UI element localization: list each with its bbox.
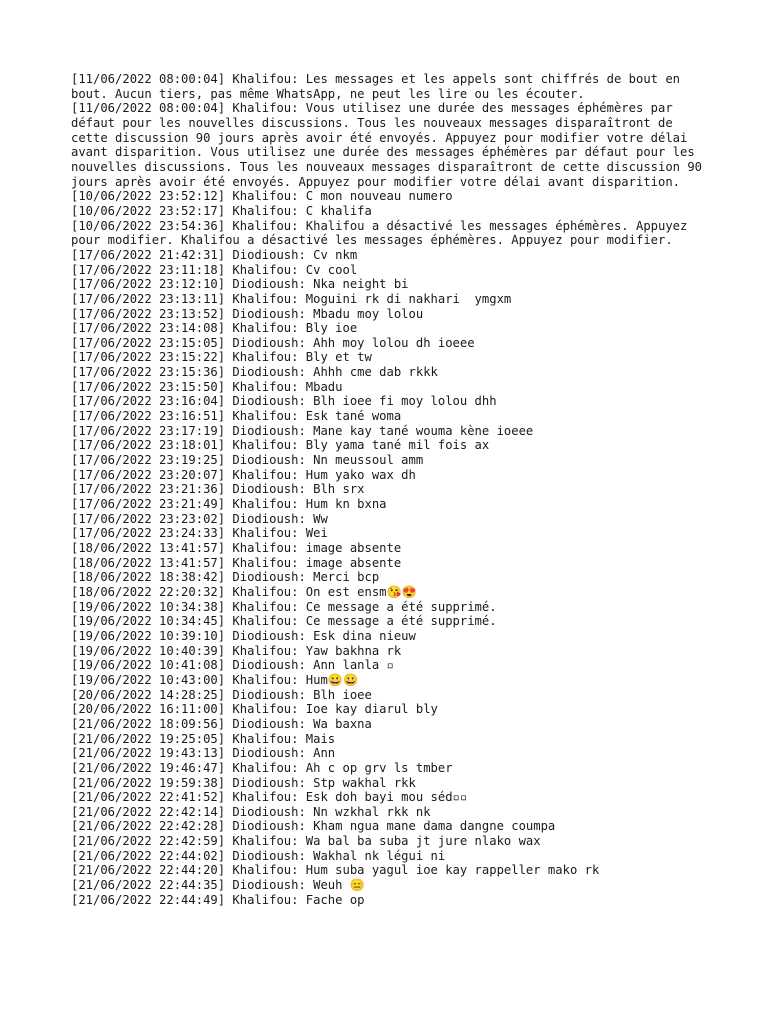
chat-transcript xyxy=(71,72,711,907)
message-line: [17/06/2022 23:11:18] Khalifou: Cv cool xyxy=(71,262,358,277)
message-line: [17/06/2022 23:14:08] Khalifou: Bly ioe xyxy=(71,321,358,336)
message-line: [10/06/2022 23:52:12] Khalifou: C mon nouveau numero xyxy=(71,189,453,204)
message-line: [17/06/2022 23:12:10] Diodioush: Nka neight bi xyxy=(71,277,409,292)
message-line: [17/06/2022 23:15:05] Diodioush: Ahh moy lolou dh ioeee xyxy=(71,335,475,350)
message-line: [17/06/2022 23:17:19] Diodioush: Mane kay tané wouma kène ioeee xyxy=(71,423,534,438)
message-line: [21/06/2022 19:43:13] Diodioush: Ann xyxy=(71,746,336,761)
message-line: [21/06/2022 22:42:14] Diodioush: Nn wzkhal rkk nk xyxy=(71,804,431,819)
message-line: [17/06/2022 23:24:33] Khalifou: Wei xyxy=(71,526,328,541)
message-line: [17/06/2022 23:18:01] Khalifou: Bly yama tané mil fois ax xyxy=(71,438,490,453)
message-line: [17/06/2022 23:13:11] Khalifou: Moguini rk di nakhari ymgxm xyxy=(71,291,512,306)
message-line: [17/06/2022 23:15:50] Khalifou: Mbadu xyxy=(71,379,343,394)
message-line: [21/06/2022 19:59:38] Diodioush: Stp wakhal rkk xyxy=(71,775,416,790)
message-line: [21/06/2022 22:44:02] Diodioush: Wakhal nk légui ni xyxy=(71,848,446,863)
message-line: [19/06/2022 10:34:38] Khalifou: Ce message a été supprimé. xyxy=(71,599,497,614)
message-line: [19/06/2022 10:34:45] Khalifou: Ce message a été supprimé. xyxy=(71,614,497,629)
message-line: [17/06/2022 23:13:52] Diodioush: Mbadu moy lolou xyxy=(71,306,424,321)
message-line: [17/06/2022 23:16:51] Khalifou: Esk tané woma xyxy=(71,409,402,424)
message-line: [17/06/2022 23:21:36] Diodioush: Blh srx xyxy=(71,482,365,497)
message-line: [20/06/2022 14:28:25] Diodioush: Blh ioee xyxy=(71,687,372,702)
message-line: [10/06/2022 23:54:36] Khalifou: Khalifou a désactivé les messages éphémères. Appuyez pour modifier. Khalifou a désactivé les messages éphémères. Appuyez pour modifier. xyxy=(71,218,695,248)
message-line: [17/06/2022 23:16:04] Diodioush: Blh ioee fi moy lolou dhh xyxy=(71,394,497,409)
message-line: [19/06/2022 10:39:10] Diodioush: Esk dina nieuw xyxy=(71,628,416,643)
message-line: [21/06/2022 22:44:49] Khalifou: Fache op xyxy=(71,892,365,907)
message-line: [11/06/2022 08:00:04] Khalifou: Vous utilisez une durée des messages éphémères par défaut pour les nouvelles discussions. Tous les nouveaux messages disparaîtront de cette discussion 90 jours après avoir été envoyés. Appuyez pour modifier votre délai avant disparition. Vous utilisez une durée des messages éphémères par défaut pour les nouvelles discussions. Tous les nouveaux messages disparaîtront de cette discussion 90 jours après avoir été envoyés. Appuyez pour modifier votre délai avant disparition. xyxy=(71,101,710,189)
message-line: [19/06/2022 10:41:08] Diodioush: Ann lanla ▫ xyxy=(71,658,394,673)
message-line: [21/06/2022 22:44:35] Diodioush: Weuh 😑 xyxy=(71,878,365,893)
message-line: [19/06/2022 10:40:39] Khalifou: Yaw bakhna rk xyxy=(71,643,402,658)
message-line: [21/06/2022 22:41:52] Khalifou: Esk doh bayi mou séd▫▫ xyxy=(71,790,468,805)
message-line: [18/06/2022 13:41:57] Khalifou: image absente xyxy=(71,541,402,555)
message-line: [21/06/2022 19:25:05] Khalifou: Mais xyxy=(71,731,336,746)
message-line: [21/06/2022 22:42:28] Diodioush: Kham ngua mane dama dangne coumpa xyxy=(71,819,556,834)
message-line: [17/06/2022 23:19:25] Diodioush: Nn meussoul amm xyxy=(71,453,424,468)
message-line: [21/06/2022 18:09:56] Diodioush: Wa baxna xyxy=(71,716,372,731)
message-line: [20/06/2022 16:11:00] Khalifou: Ioe kay diarul bly xyxy=(71,702,438,717)
message-line: [17/06/2022 21:42:31] Diodioush: Cv nkm xyxy=(71,247,358,262)
message-line: [17/06/2022 23:20:07] Khalifou: Hum yako wax dh xyxy=(71,467,416,482)
message-line: [18/06/2022 13:41:57] Khalifou: image absente xyxy=(71,555,402,570)
message-line: [17/06/2022 23:23:02] Diodioush: Ww xyxy=(71,511,328,526)
message-line: [17/06/2022 23:15:36] Diodioush: Ahhh cme dab rkkk xyxy=(71,365,438,380)
message-line: [10/06/2022 23:52:17] Khalifou: C khalifa xyxy=(71,203,372,218)
message-line: [21/06/2022 22:44:20] Khalifou: Hum suba yagul ioe kay rappeller mako rk xyxy=(71,863,600,878)
message-line: [11/06/2022 08:00:04] Khalifou: Les messages et les appels sont chiffrés de bout en bout. Aucun tiers, pas même WhatsApp, ne peut les lire ou les écouter. xyxy=(71,72,688,101)
message-line: [17/06/2022 23:21:49] Khalifou: Hum kn bxna xyxy=(71,497,387,512)
message-line: [17/06/2022 23:15:22] Khalifou: Bly et tw xyxy=(71,350,372,365)
message-line: [21/06/2022 19:46:47] Khalifou: Ah c op grv ls tmber xyxy=(71,760,453,775)
message-line: [21/06/2022 22:42:59] Khalifou: Wa bal ba suba jt jure nlako wax xyxy=(71,834,541,849)
message-line: [18/06/2022 22:20:32] Khalifou: On est ensm😘😍 xyxy=(71,584,417,599)
message-line: [19/06/2022 10:43:00] Khalifou: Hum😀😀 xyxy=(71,672,359,687)
message-line: [18/06/2022 18:38:42] Diodioush: Merci bcp xyxy=(71,570,380,585)
